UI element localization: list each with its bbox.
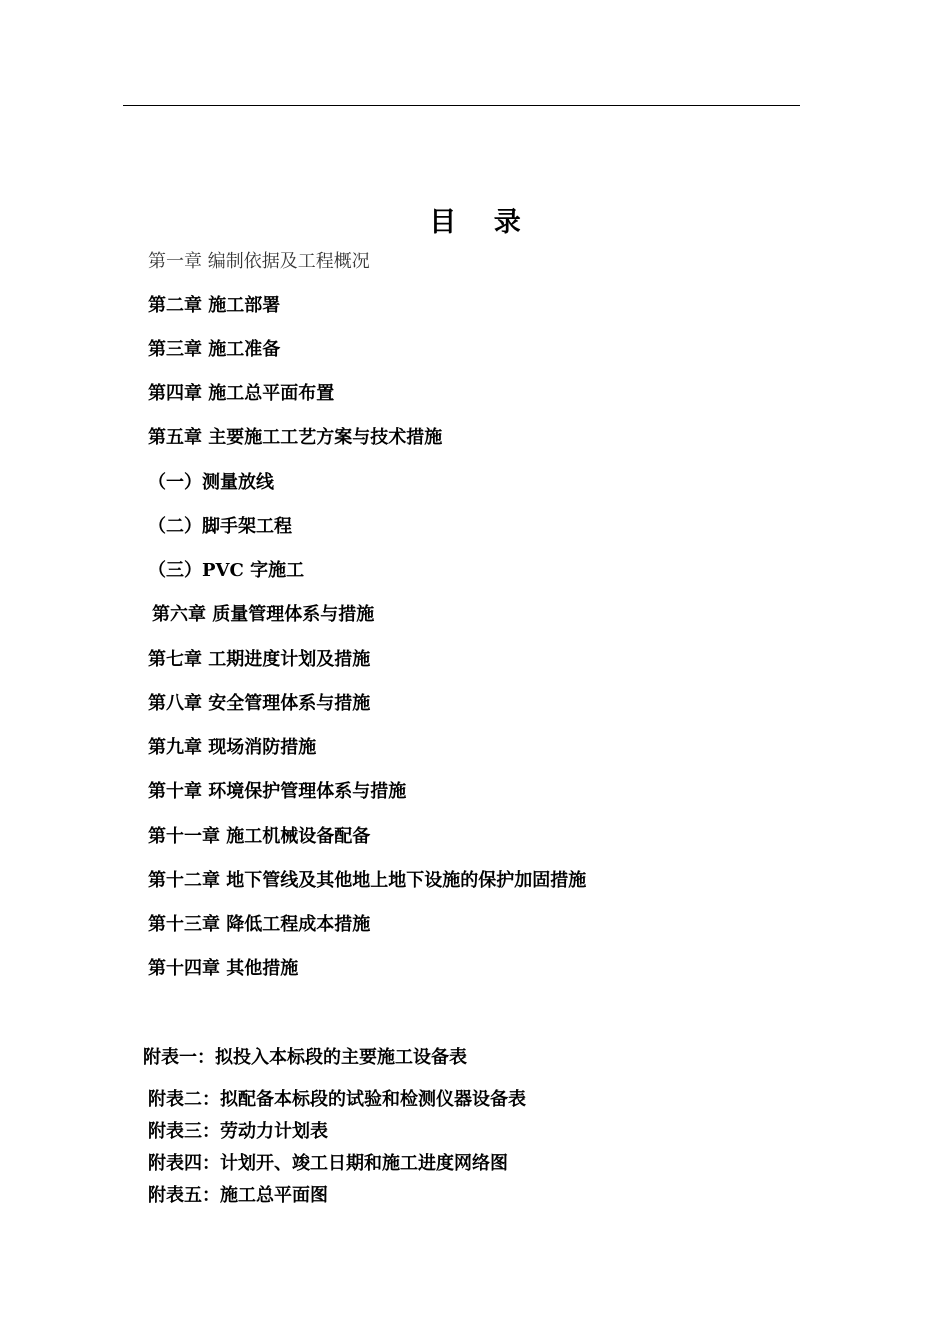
toc-chapter-4[interactable]: 第四章 施工总平面布置	[148, 383, 335, 404]
toc-chapter-13[interactable]: 第十三章 降低工程成本措施	[148, 914, 371, 935]
toc-chapter-10[interactable]: 第十章 环境保护管理体系与措施	[148, 781, 407, 802]
toc-chapter-2[interactable]: 第二章 施工部署	[148, 295, 281, 316]
header-rule	[123, 105, 800, 106]
toc-chapter-9[interactable]: 第九章 现场消防措施	[148, 737, 317, 758]
toc-chapter-8[interactable]: 第八章 安全管理体系与措施	[148, 693, 371, 714]
toc-appendix-3[interactable]: 附表三：劳动力计划表	[148, 1121, 328, 1142]
toc-chapter-12[interactable]: 第十二章 地下管线及其他地上地下设施的保护加固措施	[148, 870, 587, 891]
toc-appendix-2[interactable]: 附表二：拟配备本标段的试验和检测仪器设备表	[148, 1089, 526, 1110]
toc-appendix-1[interactable]: 附表一：拟投入本标段的主要施工设备表	[143, 1047, 467, 1068]
toc-chapter-6[interactable]: 第六章 质量管理体系与措施	[152, 604, 375, 625]
toc-chapter-7[interactable]: 第七章 工期进度计划及措施	[148, 649, 371, 670]
toc-chapter-14[interactable]: 第十四章 其他措施	[148, 958, 299, 979]
toc-chapter-1[interactable]: 第一章 编制依据及工程概况	[148, 251, 370, 272]
toc-chapter-5[interactable]: 第五章 主要施工工艺方案与技术措施	[148, 427, 443, 448]
toc-section-5-1[interactable]: （一）测量放线	[148, 472, 274, 493]
toc-appendix-5[interactable]: 附表五：施工总平面图	[148, 1185, 328, 1206]
toc-chapter-11[interactable]: 第十一章 施工机械设备配备	[148, 826, 371, 847]
toc-appendix-4[interactable]: 附表四：计划开、竣工日期和施工进度网络图	[148, 1153, 508, 1174]
toc-section-5-3[interactable]: （三）PVC 字施工	[148, 560, 305, 581]
toc-section-5-2[interactable]: （二）脚手架工程	[148, 516, 292, 537]
toc-title: 目 录	[429, 207, 535, 238]
toc-chapter-3[interactable]: 第三章 施工准备	[148, 339, 281, 360]
